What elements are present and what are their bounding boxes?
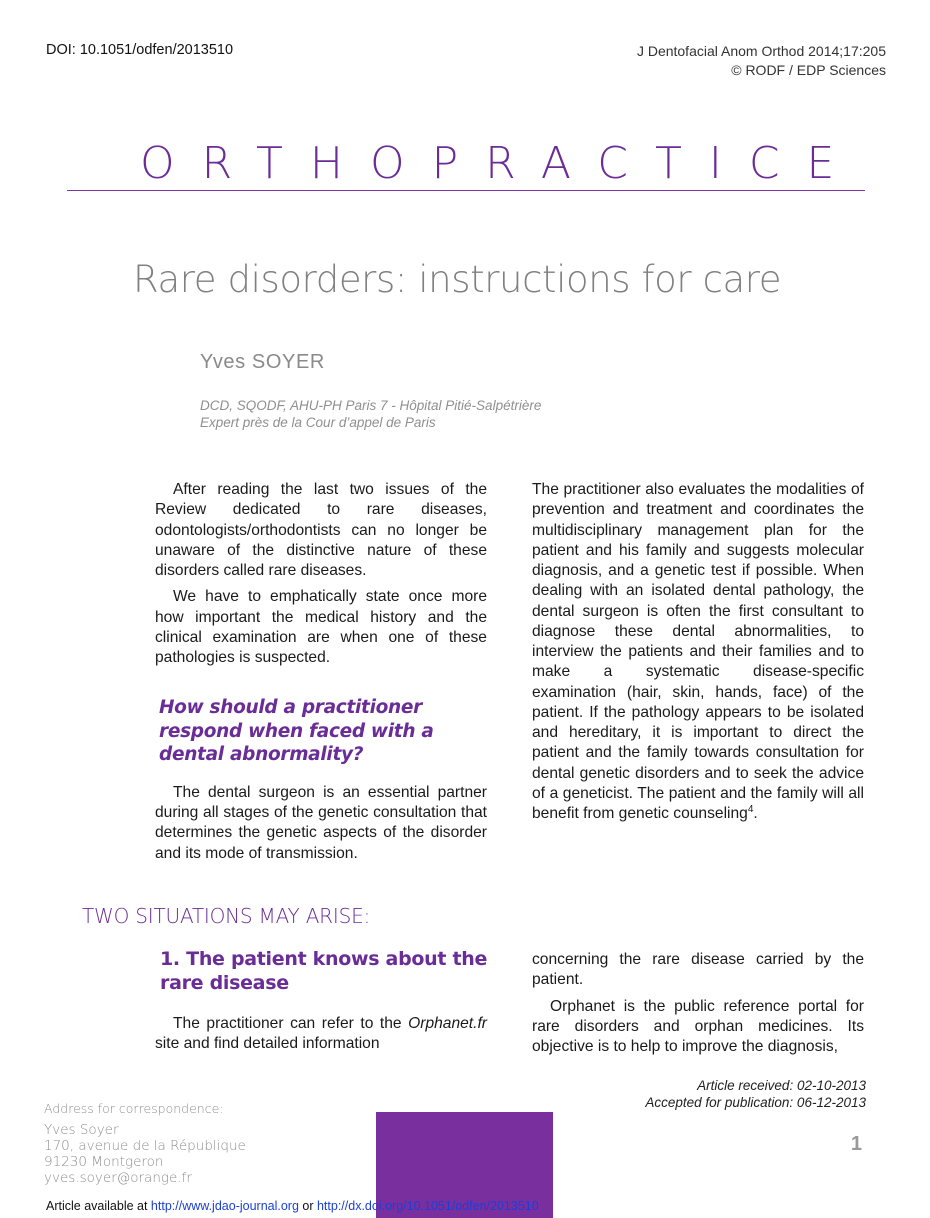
body-paragraph: We have to emphatically state once more how important the medical history and the clinical examination are when one of these pathologies is suspected. [155,588,487,666]
body-paragraph: Orphanet is the public reference portal for rare disorders and orphan medicines. Its objective is to help to improve the diagnosis, [532,997,864,1055]
doi-text: DOI: 10.1051/odfen/2013510 [46,42,234,58]
page-number: 1 [850,1133,862,1155]
body-paragraph: After reading the last two issues of the Review dedicated to rare diseases, odontologists/orthodontists can no longer be unaware of the distinctive nature of these disorders called rare diseases. [155,481,487,579]
correspondence-label: Address for correspondence: [44,1101,224,1116]
section-heading: TWO SITUATIONS MAY ARISE: [82,904,371,928]
availability-connector: or [298,1199,317,1213]
author-affiliation [200,397,541,431]
body-paragraph [532,480,864,824]
journal-citation: J Dentofacial Anom Orthod 2014;17:205 [636,43,886,59]
copyright-notice: © RODF / EDP Sciences [731,62,886,78]
affiliation-line: Expert près de la Cour d’appel de Paris [200,415,436,430]
journal-website-link[interactable]: http://www.jdao-journal.org [150,1199,299,1213]
journal-reference [637,42,886,80]
body-paragraph: concerning the rare disease carried by the patient. [532,951,864,989]
article-title: Rare disorders: instructions for care [133,258,782,301]
left-column [155,480,487,870]
reference-number: 4 [747,803,754,815]
right-column-continued [532,950,864,1063]
article-dates [645,1077,866,1111]
section-banner: ORTHOPRACTICE [140,138,862,189]
author-name: Yves SOYER [200,351,325,373]
body-paragraph: The dental surgeon is an essential partner during all stages of the genetic consultation that determines the genetic aspects of the disorder and its mode of transmission. [155,783,487,862]
availability-note [46,1199,539,1213]
accepted-date: Accepted for publication: 06-12-2013 [645,1095,866,1110]
left-column-continued [155,1014,487,1061]
received-date: Article received: 02-10-2013 [697,1078,866,1093]
correspondence-block [44,1101,246,1186]
body-paragraph [155,1014,487,1055]
paragraph-end: . [753,805,758,822]
correspondence-name: Yves Soyer [44,1122,119,1138]
availability-prefix: Article available at [46,1199,151,1213]
doi-link[interactable]: http://dx.doi.org/10.1051/odfen/2013510 [316,1199,539,1213]
paragraph-text: site and find detailed information [155,1035,380,1053]
banner-divider [67,190,865,191]
correspondence-street: 170, avenue de la République [44,1138,246,1154]
paragraph-text: The practitioner can refer to the [173,1015,409,1032]
correspondence-city: 91230 Montgeron [44,1154,164,1170]
orphanet-site-name: Orphanet.fr [408,1015,487,1032]
subsection-heading: 1. The patient knows about the rare disease [160,948,488,994]
paragraph-text: The practitioner also evaluates the modalities of prevention and treatment and coordinates the multidisciplinary management plan for the patient and his family and suggests molecular diagnosis, and a genetic test if possible. When dealing with an isolated dental pathology, the dental surgeon is often the first consultant to diagnose these dental abnormalities, to interview the patients and their families and to make a systematic disease-specific examination (hair, skin, hands, face) of the patient. If the pathology appears to be isolated and hereditary, it is important to direct the patient and the family towards consultation for dental genetic disorders and to seek the advice of a geneticist. The patient and the family will all benefit from genetic counseling [532,481,864,822]
correspondence-email: yves.soyer@orange.fr [44,1170,192,1186]
right-column [532,480,864,830]
subsection-question-heading: How should a practitioner respond when faced with a dental abnormality? [159,697,434,766]
affiliation-line: DCD, SQODF, AHU-PH Paris 7 - Hôpital Pitié-Salpétrière [200,398,542,413]
